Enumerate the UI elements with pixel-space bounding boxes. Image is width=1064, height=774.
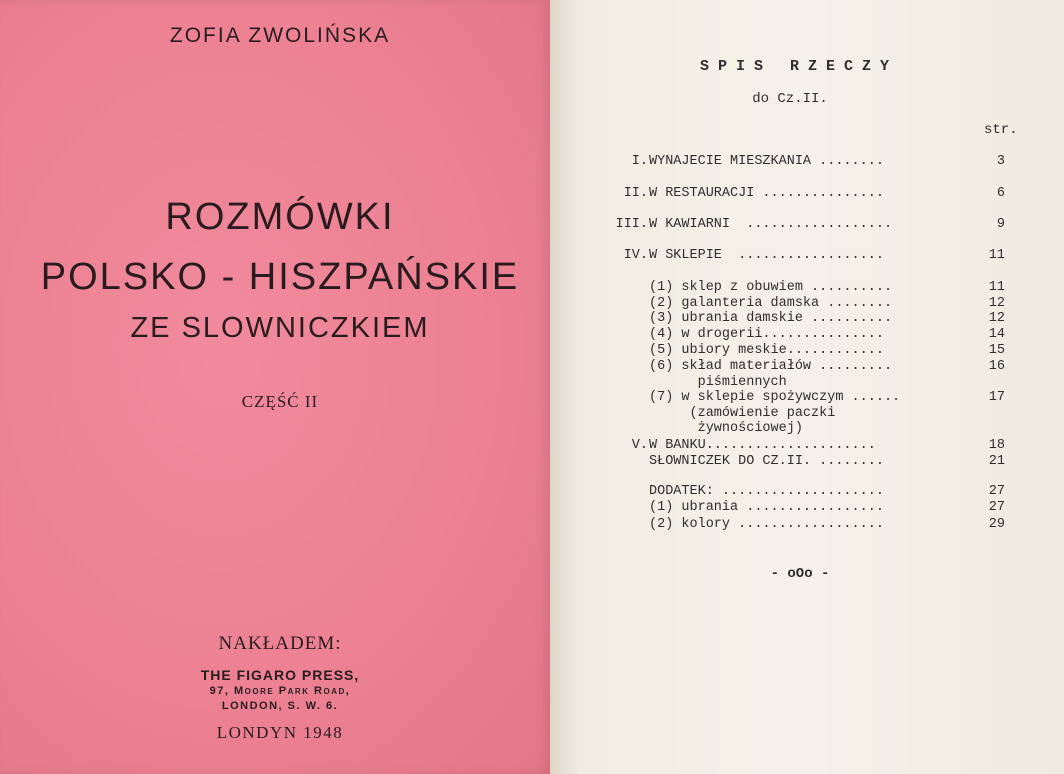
toc-entry: [550, 280, 1064, 296]
toc-entry-number: IV.: [623, 248, 648, 263]
toc-entry-page: 6: [996, 186, 1005, 201]
toc-entry-page: 29: [988, 517, 1005, 532]
toc-entry-page: 15: [988, 343, 1005, 358]
toc-entry-page: 27: [988, 500, 1005, 515]
toc-entry-text: żywnościowej): [649, 421, 803, 436]
toc-entry-text: DODATEK: ....................: [649, 484, 884, 499]
title-line-3: ZE SLOWNICZKIEM: [130, 312, 430, 344]
toc-entry-text: (5) ubiory meskie............: [649, 343, 884, 358]
toc-entry: [550, 375, 1064, 391]
toc-entry-number: III.: [615, 217, 648, 232]
author-name: ZOFIA ZWOLIŃSKA: [169, 24, 391, 47]
title-line-1: ROZMÓWKI: [165, 196, 395, 238]
toc-entry: [550, 438, 1064, 454]
toc-entry-page: 17: [988, 390, 1005, 405]
toc-entry: [550, 343, 1064, 359]
toc-entry-page: 12: [988, 311, 1005, 326]
toc-entry: [550, 484, 1064, 500]
toc-entry-number: II.: [623, 186, 648, 201]
toc-entry-text: W BANKU.....................: [649, 438, 876, 453]
toc-entry: [550, 327, 1064, 343]
page-column-label: str.: [984, 122, 1018, 138]
toc-subtitle: do Cz.II.: [752, 91, 828, 107]
toc-entry: [550, 390, 1064, 406]
toc-entry: [550, 217, 1064, 233]
press-address-line-2: LONDON, S. W. 6.: [221, 700, 339, 712]
toc-entry: [550, 154, 1064, 170]
toc-entry-page: 14: [988, 327, 1005, 342]
toc-entry-number: I.: [631, 154, 648, 169]
toc-entry-text: (2) galanteria damska ........: [649, 296, 893, 311]
toc-entry-page: 11: [988, 248, 1005, 263]
toc-entry-text: (1) ubrania .................: [649, 500, 884, 515]
toc-entry-number: V.: [631, 438, 648, 453]
toc-entry-text: W KAWIARNI ..................: [649, 217, 893, 232]
toc-entry-text: (zamówienie paczki: [649, 406, 836, 421]
toc-entry-page: 16: [988, 359, 1005, 374]
toc-entry-text: (2) kolory ..................: [649, 517, 884, 532]
toc-entry-page: 18: [988, 438, 1005, 453]
toc-entry-page: 11: [988, 280, 1005, 295]
toc-entry-page: 9: [996, 217, 1005, 232]
toc-entry: [550, 186, 1064, 202]
toc-entry: [550, 359, 1064, 375]
toc-entry: [550, 500, 1064, 516]
toc-entry: [550, 517, 1064, 533]
press-name: THE FIGARO PRESS,: [200, 667, 360, 683]
toc-entry: [550, 454, 1064, 470]
toc-entry-page: 12: [988, 296, 1005, 311]
toc-ending-mark: - oOo -: [770, 566, 830, 582]
toc-entry-page: 21: [988, 454, 1005, 469]
part-label: CZĘŚĆ II: [241, 392, 319, 411]
table-of-contents-page: [550, 0, 1064, 774]
toc-entry-text: (3) ubrania damskie ..........: [649, 311, 893, 326]
toc-entry-text: (6) skład materiałów .........: [649, 359, 893, 374]
toc-entry: [550, 296, 1064, 312]
toc-entry: [550, 248, 1064, 264]
toc-entry-text: W RESTAURACJI ...............: [649, 186, 884, 201]
press-address-line-1: 97, Moore Park Road,: [209, 685, 351, 697]
toc-entry-text: SŁOWNICZEK DO CZ.II. ........: [649, 454, 884, 469]
toc-entry: [550, 311, 1064, 327]
toc-entry-text: (7) w sklepie spożywczym ......: [649, 390, 901, 405]
toc-entry-text: piśmiennych: [649, 375, 787, 390]
publisher-label: NAKŁADEM:: [218, 633, 342, 654]
toc-entry-text: W SKLEPIE ..................: [649, 248, 884, 263]
toc-entry-page: 3: [996, 154, 1005, 169]
toc-entry: [550, 406, 1064, 422]
title-line-2: POLSKO - HISZPAŃSKIE: [40, 256, 520, 298]
toc-entry-text: (1) sklep z obuwiem ..........: [649, 280, 893, 295]
place-and-year: LONDYN 1948: [216, 723, 344, 742]
toc-title: SPIS RZECZY: [699, 58, 899, 75]
toc-entry: [550, 421, 1064, 437]
toc-entry-page: 27: [988, 484, 1005, 499]
toc-entry-text: (4) w drogerii...............: [649, 327, 884, 342]
toc-entry-text: WYNAJECIE MIESZKANIA ........: [649, 154, 884, 169]
